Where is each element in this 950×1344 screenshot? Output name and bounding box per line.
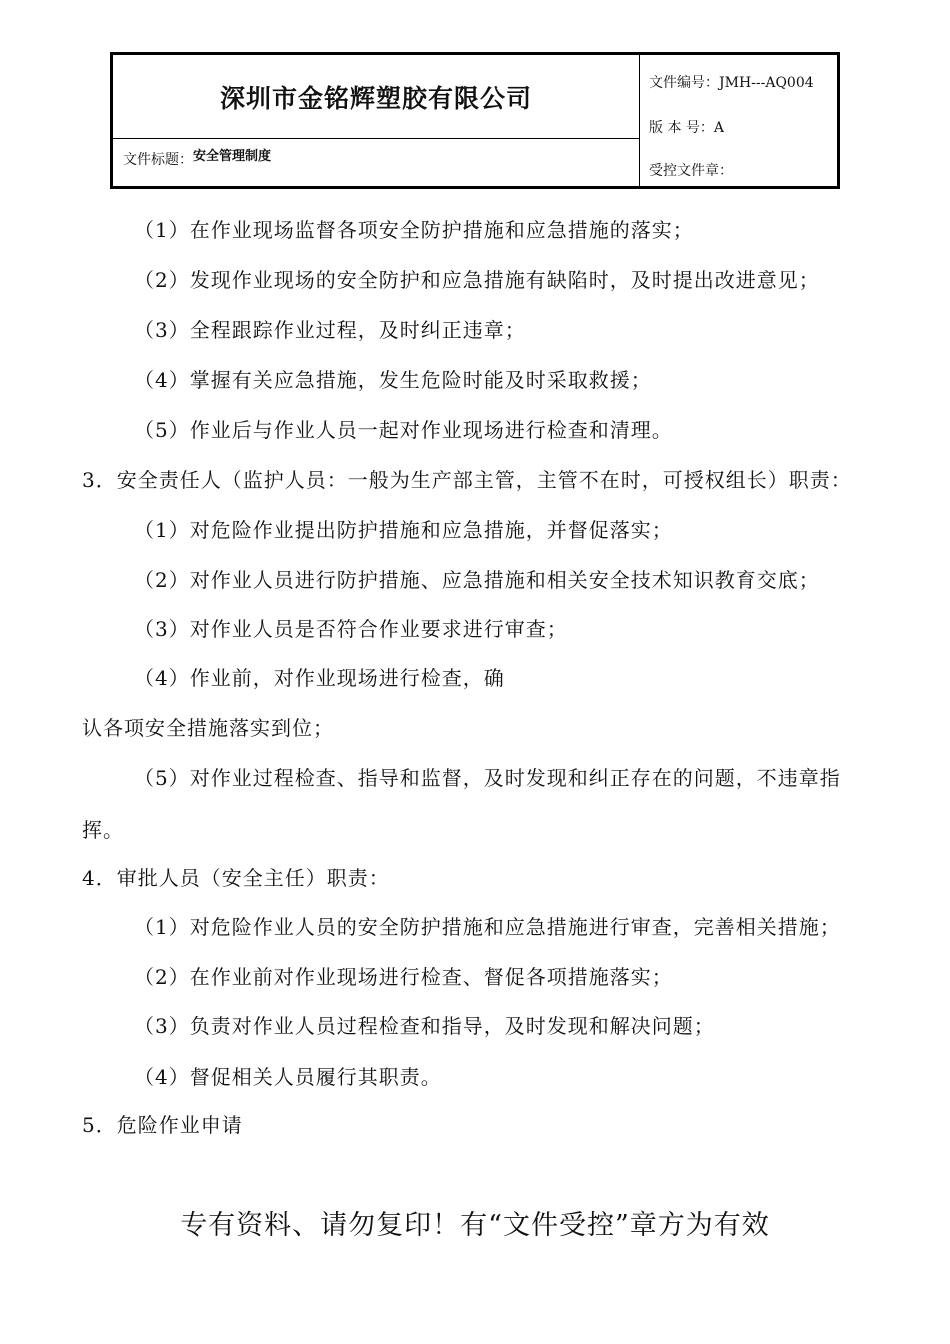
body-line: （1）在作业现场监督各项安全防护措施和应急措施的落实； — [134, 218, 694, 242]
body-line: （1）对危险作业提出防护措施和应急措施，并督促落实； — [134, 518, 673, 542]
body-line: （3）负责对作业人员过程检查和指导，及时发现和解决问题； — [134, 1014, 715, 1038]
body-line: （5）作业后与作业人员一起对作业现场进行检查和清理。 — [134, 418, 673, 442]
body-line: （4）作业前，对作业现场进行检查，确 — [134, 666, 505, 690]
footer-notice: 专有资料、请勿复印！有“文件受控”章方为有效 — [180, 1210, 770, 1241]
body-line: （3）对作业人员是否符合作业要求进行审查； — [134, 617, 568, 641]
body-line: 认各项安全措施落实到位； — [82, 716, 334, 740]
section-heading: 3．安全责任人（监护人员：一般为生产部主管，主管不在时，可授权组长）职责： — [82, 468, 852, 492]
section-heading: 4．审批人员（安全主任）职责： — [82, 866, 390, 890]
title-value: 安全管理制度 — [193, 149, 272, 164]
body-line: 挥。 — [82, 818, 124, 842]
body-line: （5）对作业过程检查、指导和监督，及时发现和纠正存在的问题，不违章指 — [134, 766, 841, 790]
doc-number: 文件编号：JMH---AQ004 — [649, 75, 814, 91]
controlled-stamp-label: 受控文件章： — [649, 163, 733, 179]
company-cell — [113, 55, 639, 139]
body-line: （3）全程跟踪作业过程，及时纠正违章； — [134, 318, 526, 342]
section-heading: 5．危险作业申请 — [82, 1113, 243, 1137]
title-cell — [113, 139, 639, 189]
body-line: （1）对危险作业人员的安全防护措施和应急措施进行审查，完善相关措施； — [134, 915, 841, 939]
body-line: （2）发现作业现场的安全防护和应急措施有缺陷时，及时提出改进意见； — [134, 268, 820, 292]
body-line: （2）对作业人员进行防护措施、应急措施和相关安全技术知识教育交底； — [134, 568, 820, 592]
body-line: （4）督促相关人员履行其职责。 — [134, 1065, 442, 1089]
company-name: 深圳市金铭辉塑胶有限公司 — [219, 83, 532, 113]
body-line: （4）掌握有关应急措施，发生危险时能及时采取救援； — [134, 368, 652, 392]
document-header — [110, 52, 840, 189]
meta-cell — [639, 55, 837, 186]
title-label: 文件标题： — [123, 152, 193, 168]
body-line: （2）在作业前对作业现场进行检查、督促各项措施落实； — [134, 965, 673, 989]
version-number: 版 本 号：A — [649, 120, 725, 136]
